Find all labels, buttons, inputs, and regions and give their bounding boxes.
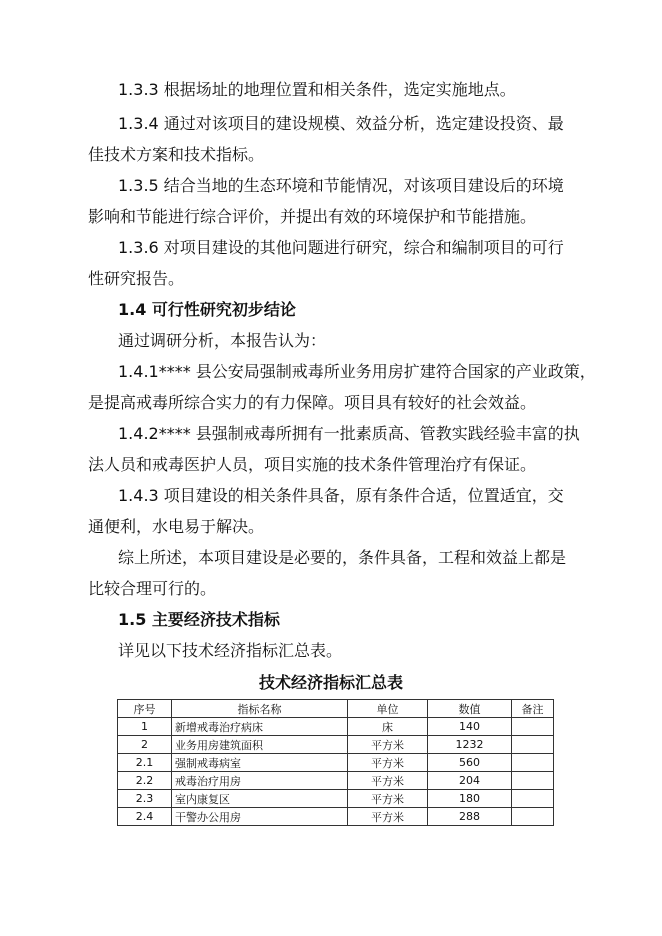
table-row bbox=[118, 772, 554, 790]
cell-unit: 平方米 bbox=[348, 808, 428, 826]
paragraph-1-4-1-line2: 是提高戒毒所综合实力的有力保障。项目具有较好的社会效益。 bbox=[88, 393, 537, 412]
cell-value: 1232 bbox=[428, 736, 512, 754]
cell-value: 204 bbox=[428, 772, 512, 790]
cell-remarks bbox=[512, 736, 554, 754]
cell-indicator-name: 业务用房建筑面积 bbox=[172, 736, 348, 754]
table-row bbox=[118, 736, 554, 754]
conclusion-line1: 综上所述，本项目建设是必要的，条件具备，工程和效益上都是 bbox=[118, 548, 567, 567]
conclusion-line2: 比较合理可行的。 bbox=[88, 579, 217, 598]
cell-unit: 平方米 bbox=[348, 736, 428, 754]
cell-remarks bbox=[512, 790, 554, 808]
section-1-5-intro: 详见以下技术经济指标汇总表。 bbox=[118, 641, 343, 660]
cell-indicator-name: 新增戒毒治疗病床 bbox=[172, 718, 348, 736]
cell-serial: 2 bbox=[118, 736, 172, 754]
cell-indicator-name: 干警办公用房 bbox=[172, 808, 348, 826]
table-header-row bbox=[118, 700, 554, 718]
cell-serial: 2.3 bbox=[118, 790, 172, 808]
header-value: 数值 bbox=[428, 700, 512, 718]
cell-unit: 平方米 bbox=[348, 754, 428, 772]
paragraph-1-3-4-line1: 1.3.4 通过对该项目的建设规模、效益分析，选定建设投资、最 bbox=[118, 114, 564, 133]
paragraph-1-3-4-line2: 佳技术方案和技术指标。 bbox=[88, 145, 265, 164]
paragraph-1-3-5-line2: 影响和节能进行综合评价，并提出有效的环境保护和节能措施。 bbox=[88, 207, 537, 226]
header-indicator-name: 指标名称 bbox=[172, 700, 348, 718]
paragraph-1-3-6-line1: 1.3.6 对项目建设的其他问题进行研究，综合和编制项目的可行 bbox=[118, 238, 564, 257]
paragraph-1-3-3: 1.3.3 根据场址的地理位置和相关条件，选定实施地点。 bbox=[118, 80, 516, 99]
cell-value: 288 bbox=[428, 808, 512, 826]
cell-value: 140 bbox=[428, 718, 512, 736]
cell-value: 560 bbox=[428, 754, 512, 772]
cell-remarks bbox=[512, 718, 554, 736]
section-1-4-intro: 通过调研分析，本报告认为： bbox=[118, 331, 327, 350]
cell-unit: 床 bbox=[348, 718, 428, 736]
header-unit: 单位 bbox=[348, 700, 428, 718]
cell-value: 180 bbox=[428, 790, 512, 808]
table-row bbox=[118, 790, 554, 808]
paragraph-1-3-6-line2: 性研究报告。 bbox=[88, 269, 185, 288]
cell-serial: 2.4 bbox=[118, 808, 172, 826]
cell-indicator-name: 戒毒治疗用房 bbox=[172, 772, 348, 790]
section-heading-1-4: 1.4 可行性研究初步结论 bbox=[118, 300, 296, 319]
cell-remarks bbox=[512, 754, 554, 772]
cell-unit: 平方米 bbox=[348, 790, 428, 808]
section-heading-1-5: 1.5 主要经济技术指标 bbox=[118, 610, 280, 629]
paragraph-1-4-3-line1: 1.4.3 项目建设的相关条件具备，原有条件合适，位置适宜，交 bbox=[118, 486, 564, 505]
paragraph-1-4-2-line1: 1.4.2**** 县强制戒毒所拥有一批素质高、管教实践经验丰富的执 bbox=[118, 424, 580, 443]
cell-unit: 平方米 bbox=[348, 772, 428, 790]
paragraph-1-4-1-line1: 1.4.1**** 县公安局强制戒毒所业务用房扩建符合国家的产业政策， bbox=[118, 362, 596, 381]
indicator-summary-table bbox=[117, 699, 554, 826]
cell-remarks bbox=[512, 808, 554, 826]
cell-remarks bbox=[512, 772, 554, 790]
table-row bbox=[118, 754, 554, 772]
paragraph-1-3-5-line1: 1.3.5 结合当地的生态环境和节能情况，对该项目建设后的环境 bbox=[118, 176, 564, 195]
cell-indicator-name: 室内康复区 bbox=[172, 790, 348, 808]
paragraph-1-4-2-line2: 法人员和戒毒医护人员，项目实施的技术条件管理治疗有保证。 bbox=[88, 455, 537, 474]
cell-indicator-name: 强制戒毒病室 bbox=[172, 754, 348, 772]
header-serial: 序号 bbox=[118, 700, 172, 718]
table-row bbox=[118, 718, 554, 736]
header-remarks: 备注 bbox=[512, 700, 554, 718]
table-title: 技术经济指标汇总表 bbox=[258, 673, 403, 692]
cell-serial: 2.1 bbox=[118, 754, 172, 772]
table-row bbox=[118, 808, 554, 826]
cell-serial: 1 bbox=[118, 718, 172, 736]
paragraph-1-4-3-line2: 通便利，水电易于解决。 bbox=[88, 517, 265, 536]
cell-serial: 2.2 bbox=[118, 772, 172, 790]
